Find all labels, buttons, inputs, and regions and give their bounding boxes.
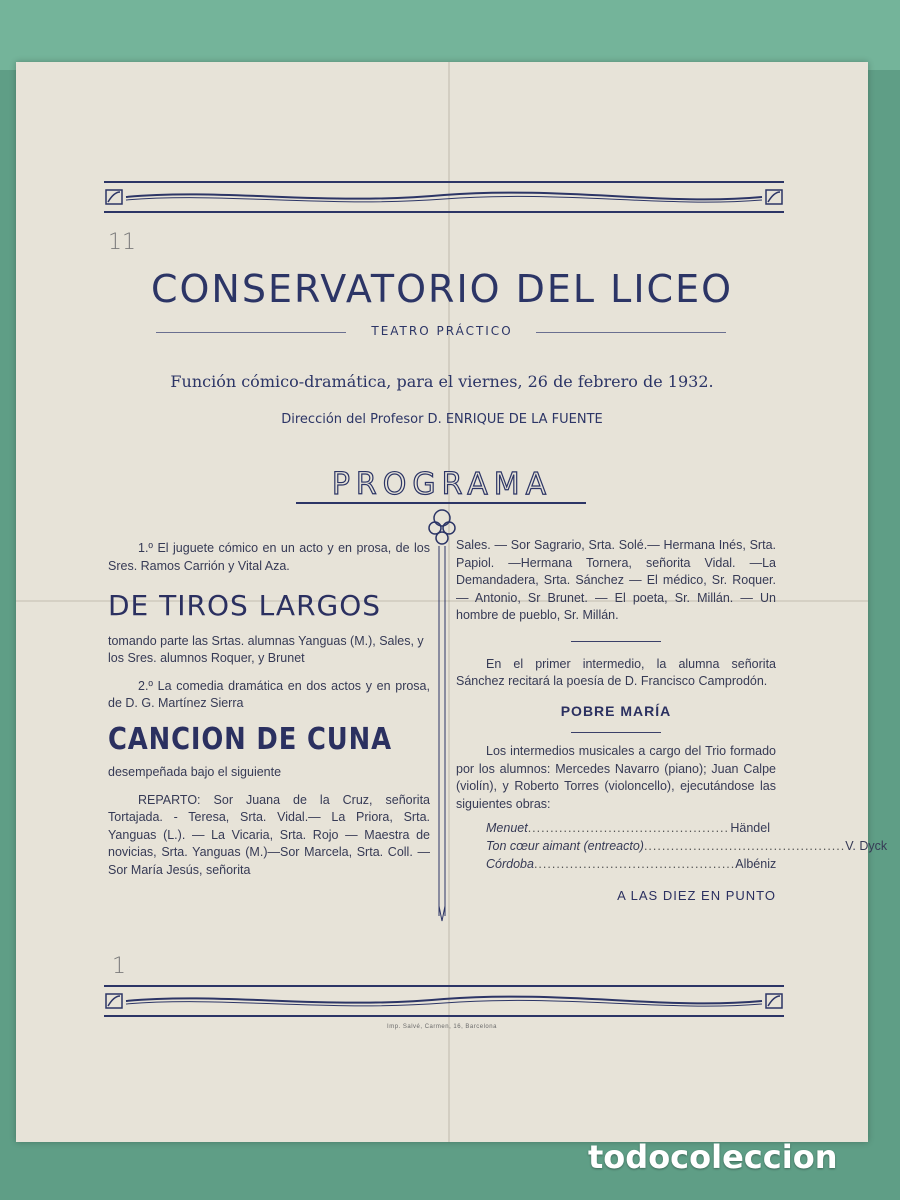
play2-title: CANCION DE CUNA xyxy=(108,721,392,757)
page-title: CONSERVATORIO DEL LICEO xyxy=(150,267,733,311)
reparto-text: Sor Juana de la Cruz, señorita Tortajada. - Teresa, Srta. Vidal.— La Priora, Srta. Yanguas (L.). — La Vicaria, Srta. Rojo — Maestra de novicias, Srta. Yanguas (M.)—Sor Marcela, Srta. Coll. —Sor María Jesús, señorita xyxy=(108,792,430,877)
work-row xyxy=(486,855,777,873)
work-composer: V. Dyck xyxy=(845,839,888,853)
intermedio-text: En el primer intermedio, la alumna señorita Sánchez recitará la poesía de D. Francisco Camprodón. xyxy=(456,656,776,688)
works-list xyxy=(456,819,888,873)
left-column xyxy=(108,540,430,879)
backdrop xyxy=(0,0,900,70)
leader-dots: ............................................. xyxy=(533,857,736,871)
bottom-ornament-border xyxy=(104,984,784,1018)
leader-dots: ............................................. xyxy=(643,839,846,853)
site-watermark: todocoleccion xyxy=(588,1138,838,1176)
reparto-block xyxy=(108,792,430,880)
music-text: Los intermedios musicales a cargo del Trio formado por los alumnos: Mercedes Navarro (piano); Juan Calpe (violín), y Roberto Torres (violoncello), ejecutándose las siguientes obras: xyxy=(456,744,776,811)
play1-title: DE TIROS LARGOS xyxy=(108,589,382,622)
top-ornament-border xyxy=(104,180,784,214)
work-composer: Händel xyxy=(730,821,770,835)
pencil-mark: 1 xyxy=(112,954,126,979)
function-date-line: Función cómico-dramática, para el viernes, 26 de febrero de 1932. xyxy=(170,372,714,391)
section-rule xyxy=(571,641,661,642)
work-row xyxy=(486,819,770,837)
direction-line: Dirección del Profesor D. ENRIQUE DE LA FUENTE xyxy=(281,412,603,427)
pencil-mark: 11 xyxy=(108,230,136,255)
play1-cast: tomando parte las Srtas. alumnas Yanguas (M.), Sales, y los Sres. alumnos Roquer, y Brunet xyxy=(108,633,424,665)
play2-note: desempeñada bajo el siguiente xyxy=(108,765,282,779)
reparto-continued: Sales. — Sor Sagrario, Srta. Solé.— Hermana Inés, Srta. Papiol. —Hermana Tornera, señorita Vidal. —La Demandadera, Srta. Sánchez — El médico, Sr. Roquer. — Antonio, Sr Brunet. — El poeta, Sr. Millán. — Un hombre de pueblo, Sr. Millán. xyxy=(456,538,776,622)
work-composer: Albéniz xyxy=(735,857,777,871)
work-piece: Menuet xyxy=(486,821,528,835)
work-piece: Córdoba xyxy=(486,857,534,871)
leader-dots: ............................................. xyxy=(527,821,729,835)
work-row xyxy=(486,837,888,855)
program-sheet xyxy=(16,62,888,1142)
reparto-label: REPARTO: xyxy=(138,792,201,807)
poem-title: POBRE MARÍA xyxy=(560,702,672,719)
item1-intro: 1.º El juguete cómico en un acto y en prosa, de los Sres. Ramos Carrión y Vital Aza. xyxy=(108,541,430,573)
section-rule-2 xyxy=(571,732,661,733)
closing-note: A LAS DIEZ EN PUNTO xyxy=(617,888,776,903)
programa-rule xyxy=(296,502,586,504)
programa-heading: PROGRAMA xyxy=(331,467,553,502)
subtitle: TEATRO PRÁCTICO xyxy=(371,324,513,338)
work-piece: Ton cœur aimant (entreacto) xyxy=(486,839,644,853)
item2-intro: 2.º La comedia dramática en dos actos y en prosa, de D. G. Martínez Sierra xyxy=(108,678,430,710)
right-column xyxy=(456,537,888,905)
printer-imprint: Imp. Salvé, Carmen, 16, Barcelona xyxy=(387,1024,497,1030)
